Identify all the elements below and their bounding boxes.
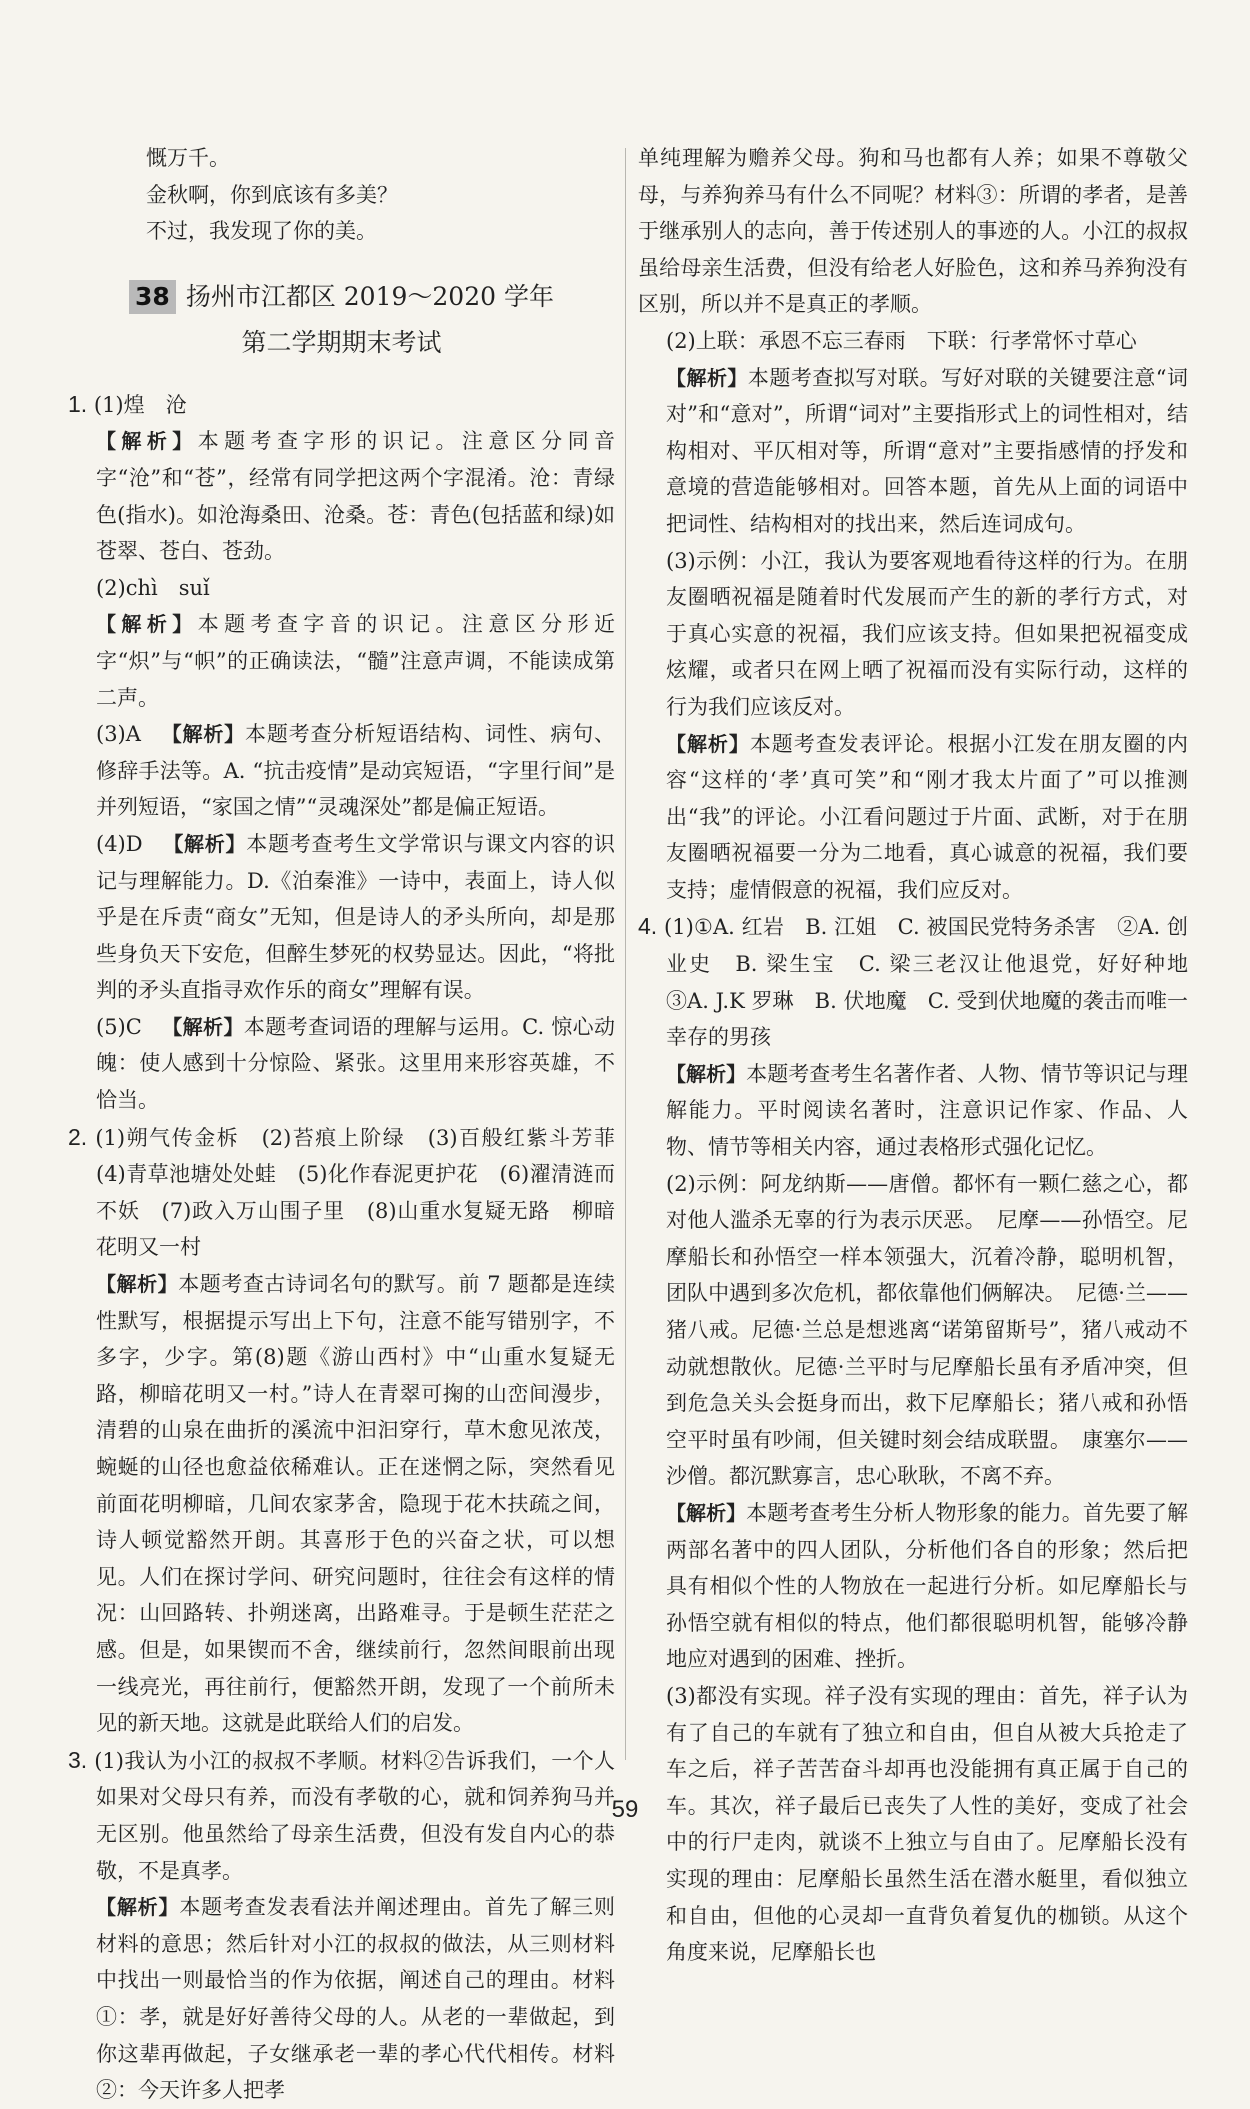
answer-with-analysis: (3)A 【解析】本题考查分析短语结构、词性、病句、修辞手法等。A. “抗击疫情”是动宾短语，“字里行间”是并列短语，“家国之情”“灵魂深处”都是偏正短语。 xyxy=(96,722,616,820)
question-number: 1. xyxy=(68,390,88,417)
analysis-tag: 【解析】 xyxy=(96,1895,180,1920)
analysis-tag: 【解析】 xyxy=(666,365,748,390)
analysis-tag: 【解析】 xyxy=(666,1061,747,1086)
right-column xyxy=(638,140,1209,1971)
answer: (1)我认为小江的叔叔不孝顺。材料②告诉我们，一个人如果对父母只有养，而没有孝敬的心，就和饲养狗马并无区别。他虽然给了母亲生活费，但没有发自内心的恭敬，不是真孝。 xyxy=(94,1748,615,1883)
exam-title-line1: 扬州市江都区 2019～2020 学年 xyxy=(185,281,554,311)
answer: (2)示例：阿龙纳斯——唐僧。都怀有一颗仁慈之心，都对他人滥杀无辜的行为表示厌恶。 尼摩——孙悟空。尼摩船长和孙悟空一样本领强大，沉着冷静，聪明机智，团队中遇到多次危机，都依靠他们俩解决。 尼德·兰——猪八戒。尼德·兰总是想逃离“诺第留斯号”，猪八戒动不动就想散伙。尼德·兰平时与尼摩船长虽有矛盾冲突，但到危急关头会挺身而出，救下尼摩船长；猪八戒和孙悟空平时虽有吵闹，但关键时刻会结成联盟。 康塞尔——沙僧。都沉默寡言，忠心耿耿，不离不弃。 xyxy=(666,1171,1188,1489)
intro-line: 不过，我发现了你的美。 xyxy=(146,219,377,244)
analysis-tag: 【解析】 xyxy=(96,612,198,637)
answer: (1)①A. 红岩 B. 江姐 C. 被国民党特务杀害 ②A. 创业史 B. 梁生宝 C. 梁三老汉让他退党，好好种地 ③A. J.K 罗琳 B. 伏地魔 C. 受到伏地魔的袭击而唯一幸存的男孩 xyxy=(664,915,1209,1050)
question-4 xyxy=(638,908,1209,1055)
exam-title-line2: 第二学期期末考试 xyxy=(241,327,442,357)
answer: (3)都没有实现。祥子没有实现的理由：首先，祥子认为有了自己的车就有了独立和自由，但自从被大兵抢走了车之后，祥子苦苦奋斗却再也没能拥有真正属于自己的车。其次，祥子最后已丧失了人性的美好，变成了社会中的行尸走肉，就谈不上独立与自由了。尼摩船长没有实现的理由：尼摩船长虽然生活在潜水艇里，看似独立和自由，但他的心灵却一直背负着复仇的枷锁。从这个角度来说，尼摩船长也 xyxy=(666,1683,1188,1965)
analysis: 【解析】本题考查字音的识记。注意区分形近字“炽”与“帜”的正确读法，“髓”注意声调，不能读成第二声。 xyxy=(96,612,616,710)
analysis: 【解析】本题考查古诗词名句的默写。前 7 题都是连续性默写，根据提示写出上下句，注意不能写错别字，不多字，少字。第(8)题《游山西村》中“山重水复疑无路，柳暗花明又一村。”诗人在青翠可掬的山峦间漫步，清碧的山泉在曲折的溪流中汩汩穿行，草木愈见浓茂，蜿蜒的山径也愈益依稀难认。正在迷惘之际，突然看见前面花明柳暗，几间农家茅舍，隐现于花木扶疏之间，诗人顿觉豁然开朗。其喜形于色的兴奋之状，可以想见。人们在探讨学问、研究问题时，往往会有这样的情况：山回路转、扑朔迷离，出路难寻。于是顿生茫茫之感。但是，如果锲而不舍，继续前行，忽然间眼前出现一线亮光，再往前行，便豁然开朗，发现了一个前所未见的新天地。这就是此联给人们的启发。 xyxy=(96,1272,615,1736)
analysis-tag: 【解析】 xyxy=(96,429,198,454)
question-number: 2. xyxy=(68,1123,88,1150)
analysis: 【解析】本题考查考生名著作者、人物、情节等识记与理解能力。平时阅读名著时，注意识记作家、作品、人物、情节等相关内容，通过表格形式强化记忆。 xyxy=(666,1061,1189,1160)
analysis-tag: 【解析】 xyxy=(162,831,247,856)
exam-number-badge: 38 xyxy=(129,280,176,314)
answer-with-analysis: (4)D 【解析】本题考查考生文学常识与课文内容的识记与理解能力。D.《泊秦淮》一诗中，表面上，诗人似乎是在斥责“商女”无知，但是诗人的矛头所向，却是那些身负天下安危，但醉生梦死的权势显达。因此，“将批判的矛头直指寻欢作乐的商女”理解有误。 xyxy=(96,831,616,1003)
answer: (1)煌 沧 xyxy=(93,392,187,417)
page-number: 59 xyxy=(611,1796,639,1823)
analysis-tag: 【解析】 xyxy=(96,1272,179,1297)
answer: (1)朔气传金柝 (2)苔痕上阶绿 (3)百般红紫斗芳菲 (4)青草池塘处处蛙 (5)化作春泥更护花 (6)濯清涟而不妖 (7)政入万山围子里 (8)山重水复疑无路 柳暗花明又一村 xyxy=(95,1125,636,1260)
intro-line: 金秋啊，你到底该有多美？ xyxy=(146,182,398,207)
column-divider xyxy=(625,148,626,1760)
question-1 xyxy=(68,386,615,424)
analysis: 【解析】本题考查字形的识记。注意区分同音字“沧”和“苍”，经常有同学把这两个字混淆。沧：青绿色(指水)。如沧海桑田、沧桑。苍：青色(包括蓝和绿)如苍翠、苍白、苍劲。 xyxy=(96,429,616,564)
answer: (2)上联：承恩不忘三春雨 下联：行孝常怀寸草心 xyxy=(666,328,1137,353)
analysis-tag: 【解析】 xyxy=(666,731,750,756)
answer: (2)chì suǐ xyxy=(96,575,210,600)
analysis: 【解析】本题考查拟写对联。写好对联的关键要注意“词对”和“意对”，所谓“词对”主要指形式上的词性相对，结构相对、平仄相对等，所谓“意对”主要指感情的抒发和意境的营造能够相对。回答本题，首先从上面的词语中把词性、结构相对的找出来，然后连词成句。 xyxy=(666,365,1189,536)
intro-line: 慨万千。 xyxy=(146,146,230,170)
analysis: 【解析】本题考查发表评论。根据小江发在朋友圈的内容“这样的‘孝’真可笑”和“刚才我太片面了”可以推测出“我”的评论。小江看问题过于片面、武断，对于在朋友圈晒祝福要一分为二地看，真心诚意的祝福，我们要支持；虚情假意的祝福，我们应反对。 xyxy=(666,731,1189,902)
question-number: 4. xyxy=(638,913,658,940)
analysis-tag: 【解析】 xyxy=(666,1500,747,1525)
question-number: 3. xyxy=(68,1746,88,1773)
analysis-continued: 单纯理解为赡养父母。狗和马也都有人养；如果不尊敬父母，与养狗养马有什么不同呢？材料③：所谓的孝者，是善于继承别人的志向，善于传述别人的事迹的人。小江的叔叔虽给母亲生活费，但没有给老人好脸色，这和养马养狗没有区别，所以并不是真正的孝顺。 xyxy=(638,146,1188,317)
analysis: 【解析】本题考查考生分析人物形象的能力。首先要了解两部名著中的四人团队，分析他们各自的形象；然后把具有相似个性的人物放在一起进行分析。如尼摩船长与孙悟空就有相似的特点，他们都很聪明机智，能够冷静地应对遇到的困难、挫折。 xyxy=(666,1500,1189,1672)
exam-header xyxy=(68,274,615,366)
analysis-tag: 【解析】 xyxy=(161,1014,244,1039)
answer-with-analysis: (5)C 【解析】本题考查词语的理解与运用。C. 惊心动魄：使人感到十分惊险、紧张。这里用来形容英雄，不恰当。 xyxy=(96,1014,616,1113)
analysis-tag: 【解析】 xyxy=(160,722,245,747)
analysis: 【解析】本题考查发表看法并阐述理由。首先了解三则材料的意思；然后针对小江的叔叔的做法，从三则材料中找出一则最恰当的作为依据，阐述自己的理由。材料①：孝，就是好好善待父母的人。从老的一辈做起，到你这辈再做起，子女继承老一辈的孝心代代相传。材料②：今天许多人把孝 xyxy=(96,1895,616,2103)
question-2 xyxy=(68,1119,636,1266)
answer: (3)示例：小江，我认为要客观地看待这样的行为。在朋友圈晒祝福是随着时代发展而产生的新的孝行方式，对于真心实意的祝福，我们应该支持。但如果把祝福变成炫耀，或者只在网上晒了祝福而没有实际行动，这样的行为我们应该反对。 xyxy=(666,548,1188,719)
